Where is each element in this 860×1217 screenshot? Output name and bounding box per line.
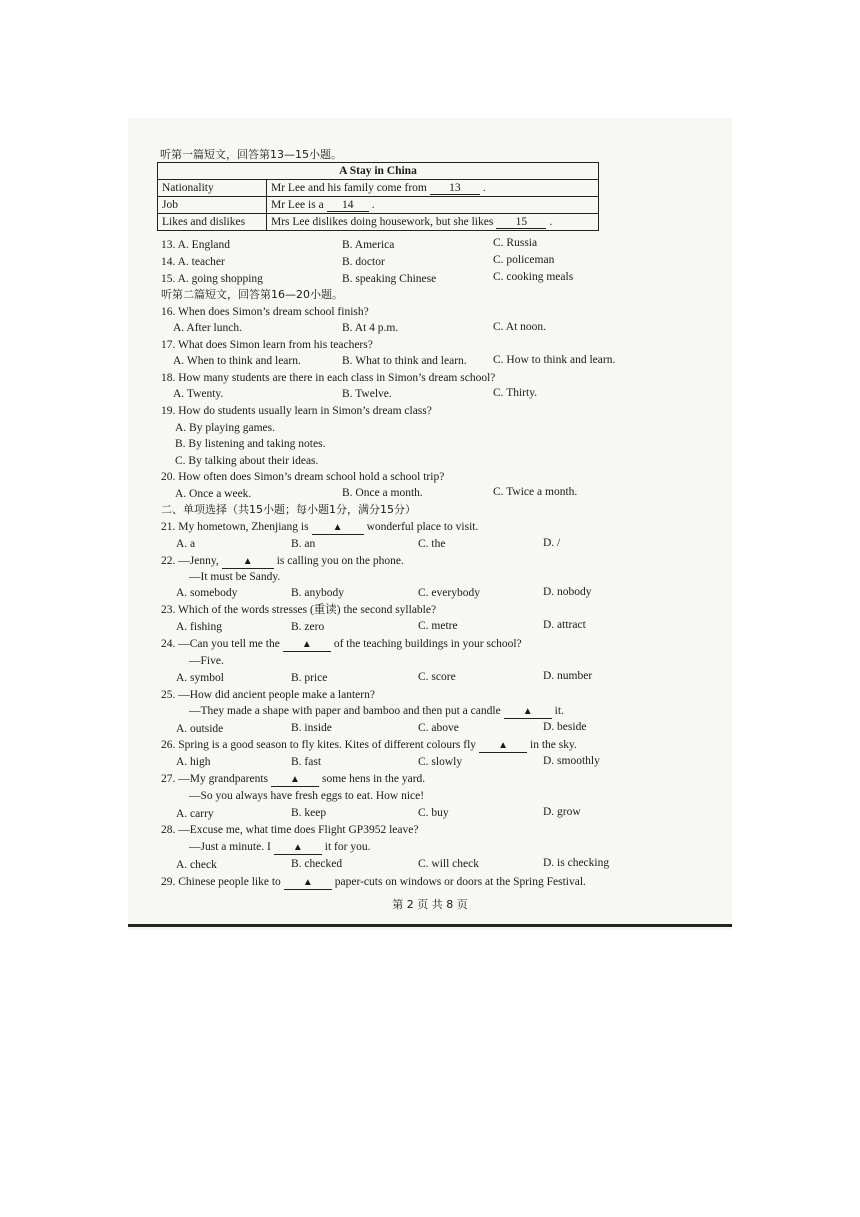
q21-stem: 21. My hometown, Zhenjiang is ▲ wonderful place to visit.: [161, 521, 479, 533]
q27-option-c[interactable]: C. buy: [418, 807, 449, 819]
q25-option-d[interactable]: D. beside: [543, 721, 587, 733]
q17-option-b[interactable]: B. What to think and learn.: [342, 355, 467, 367]
q27-option-b[interactable]: B. keep: [291, 807, 327, 819]
q16-stem: 16. When does Simon’s dream school finish?: [161, 306, 369, 318]
q14-option-a[interactable]: 14. A. teacher: [161, 256, 225, 268]
q21-option-a[interactable]: A. a: [176, 538, 196, 550]
answer-blank[interactable]: ▲: [479, 740, 527, 753]
q27-option-a[interactable]: A. carry: [176, 808, 214, 820]
q24-reply: —Five.: [189, 655, 224, 667]
row-content: Mr Lee and his family come from 13 .: [267, 180, 599, 197]
q20-option-c[interactable]: C. Twice a month.: [493, 486, 578, 498]
bottom-divider: [128, 924, 732, 927]
q19-option-b[interactable]: B. By listening and taking notes.: [175, 438, 326, 450]
q16-option-c[interactable]: C. At noon.: [493, 321, 547, 333]
q23-stem: 23. Which of the words stresses (重读) the second syllable?: [161, 604, 437, 616]
q18-option-b[interactable]: B. Twelve.: [342, 388, 392, 400]
q21-option-c[interactable]: C. the: [418, 538, 446, 550]
answer-blank[interactable]: ▲: [284, 877, 332, 890]
q29-stem: 29. Chinese people like to ▲ paper-cuts on windows or doors at the Spring Festival.: [161, 876, 586, 888]
q26-option-a[interactable]: A. high: [176, 756, 211, 768]
q18-option-a[interactable]: A. Twenty.: [173, 388, 224, 400]
q23-option-b[interactable]: B. zero: [291, 621, 325, 633]
q23-option-d[interactable]: D. attract: [543, 619, 586, 631]
q19-option-c[interactable]: C. By talking about their ideas.: [175, 455, 319, 467]
answer-blank[interactable]: ▲: [222, 556, 274, 569]
q22-option-d[interactable]: D. nobody: [543, 586, 592, 598]
q24-stem: 24. —Can you tell me the ▲ of the teaching buildings in your school?: [161, 638, 522, 650]
q25-option-a[interactable]: A. outside: [176, 723, 224, 735]
row-content: Mr Lee is a 14 .: [267, 197, 599, 214]
q27-reply: —So you always have fresh eggs to eat. How nice!: [189, 790, 425, 802]
q17-stem: 17. What does Simon learn from his teachers?: [161, 339, 373, 351]
answer-blank[interactable]: ▲: [504, 706, 552, 719]
answer-blank[interactable]: ▲: [271, 774, 319, 787]
section2-intro: 听第二篇短文，回答第16—20小题。: [161, 288, 343, 301]
q25-reply: —They made a shape with paper and bamboo and then put a candle ▲ it.: [189, 705, 564, 717]
row-content: Mrs Lee dislikes doing housework, but she likes 15 .: [267, 214, 599, 231]
q13-option-a[interactable]: 13. A. England: [161, 239, 230, 251]
q20-option-b[interactable]: B. Once a month.: [342, 487, 423, 499]
q25-option-c[interactable]: C. above: [418, 722, 459, 734]
q15-option-a[interactable]: 15. A. going shopping: [161, 273, 263, 285]
q28-option-d[interactable]: D. is checking: [543, 857, 610, 869]
q21-option-d[interactable]: D. /: [543, 537, 561, 549]
q26-option-b[interactable]: B. fast: [291, 756, 322, 768]
q18-option-c[interactable]: C. Thirty.: [493, 387, 538, 399]
q28-stem: 28. —Excuse me, what time does Flight GP3952 leave?: [161, 824, 419, 836]
answer-blank[interactable]: ▲: [312, 522, 364, 535]
table-title: A Stay in China: [158, 163, 599, 180]
q22-reply: —It must be Sandy.: [189, 571, 281, 583]
page-number: 第 2 页 共 8 页: [392, 898, 468, 911]
q23-option-c[interactable]: C. metre: [418, 620, 458, 632]
q14-option-c[interactable]: C. policeman: [493, 254, 555, 266]
q27-stem: 27. —My grandparents ▲ some hens in the yard.: [161, 773, 426, 785]
q21-option-b[interactable]: B. an: [291, 538, 316, 550]
stay-in-china-table: [157, 162, 599, 231]
section3-heading: 二、单项选择（共15小题；每小题1分，满分15分）: [161, 503, 416, 516]
q28-option-b[interactable]: B. checked: [291, 858, 343, 870]
q28-option-c[interactable]: C. will check: [418, 858, 479, 870]
q15-option-b[interactable]: B. speaking Chinese: [342, 273, 437, 285]
q25-stem: 25. —How did ancient people make a lantern?: [161, 689, 375, 701]
answer-blank[interactable]: 13: [430, 182, 480, 195]
answer-blank[interactable]: ▲: [274, 842, 322, 855]
q16-option-a[interactable]: A. After lunch.: [173, 322, 242, 334]
q26-option-d[interactable]: D. smoothly: [543, 755, 600, 767]
q17-option-c[interactable]: C. How to think and learn.: [493, 354, 616, 366]
q13-option-c[interactable]: C. Russia: [493, 237, 538, 249]
q26-option-c[interactable]: C. slowly: [418, 756, 463, 768]
q14-option-b[interactable]: B. doctor: [342, 256, 385, 268]
q18-stem: 18. How many students are there in each class in Simon’s dream school?: [161, 372, 496, 384]
q28-reply: —Just a minute. I ▲ it for you.: [189, 841, 371, 853]
answer-blank[interactable]: ▲: [283, 639, 331, 652]
section1-intro: 听第一篇短文，回答第13—15小题。: [160, 148, 342, 161]
q22-stem: 22. —Jenny, ▲ is calling you on the phone.: [161, 555, 404, 567]
table-row: [158, 214, 599, 231]
q17-option-a[interactable]: A. When to think and learn.: [173, 355, 301, 367]
row-label: Likes and dislikes: [158, 214, 267, 231]
q22-option-b[interactable]: B. anybody: [291, 587, 345, 599]
q24-option-d[interactable]: D. number: [543, 670, 593, 682]
q22-option-c[interactable]: C. everybody: [418, 587, 480, 599]
q28-option-a[interactable]: A. check: [176, 859, 217, 871]
q25-option-b[interactable]: B. inside: [291, 722, 332, 734]
q20-stem: 20. How often does Simon’s dream school hold a school trip?: [161, 471, 445, 483]
q24-option-c[interactable]: C. score: [418, 671, 456, 683]
answer-blank[interactable]: 14: [327, 199, 369, 212]
table-row: [158, 197, 599, 214]
q20-option-a[interactable]: A. Once a week.: [175, 488, 252, 500]
row-label: Nationality: [158, 180, 267, 197]
q26-stem: 26. Spring is a good season to fly kites. Kites of different colours fly ▲ in the sky.: [161, 739, 577, 751]
q22-option-a[interactable]: A. somebody: [176, 587, 238, 599]
q13-option-b[interactable]: B. America: [342, 239, 395, 251]
answer-blank[interactable]: 15: [496, 216, 546, 229]
table-row: [158, 180, 599, 197]
q19-option-a[interactable]: A. By playing games.: [175, 422, 275, 434]
q24-option-b[interactable]: B. price: [291, 672, 328, 684]
q16-option-b[interactable]: B. At 4 p.m.: [342, 322, 399, 334]
q27-option-d[interactable]: D. grow: [543, 806, 581, 818]
q15-option-c[interactable]: C. cooking meals: [493, 271, 574, 283]
q19-stem: 19. How do students usually learn in Simon’s dream class?: [161, 405, 432, 417]
row-label: Job: [158, 197, 267, 214]
q24-option-a[interactable]: A. symbol: [176, 672, 224, 684]
q23-option-a[interactable]: A. fishing: [176, 621, 222, 633]
